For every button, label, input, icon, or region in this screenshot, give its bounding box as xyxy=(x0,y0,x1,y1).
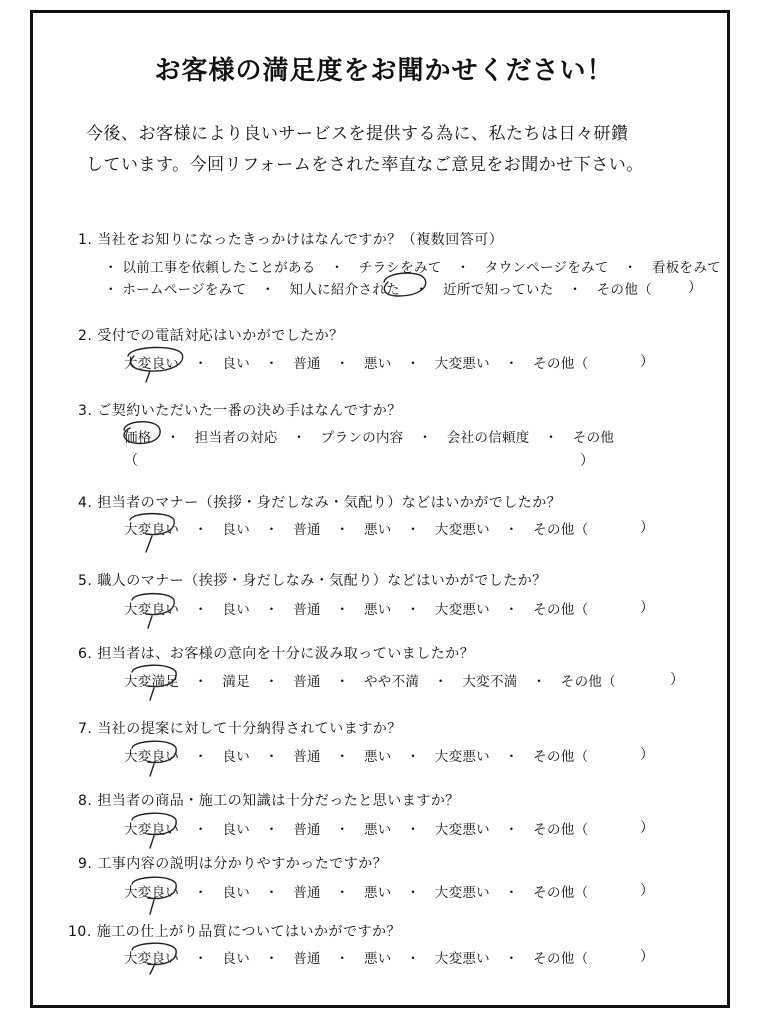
question-number: 4. xyxy=(78,495,93,511)
question-number: 2. xyxy=(78,328,93,344)
option-other[interactable]: その他（ xyxy=(533,885,589,901)
option-normal[interactable]: 普通 xyxy=(293,749,321,765)
option-neighborhood[interactable]: 近所で知っていた xyxy=(443,282,554,298)
question-number: 10. xyxy=(68,924,92,940)
option-good[interactable]: 良い xyxy=(222,602,250,618)
option-very-good[interactable]: 大変良い xyxy=(124,885,180,901)
option-very-dissatisfied[interactable]: 大変不満 xyxy=(462,674,518,690)
question-10-options: 大変良い ・ 良い ・ 普通 ・ 悪い ・ 大変悪い ・ その他（ xyxy=(124,951,589,967)
option-homepage[interactable]: ホームページをみて xyxy=(122,282,247,298)
option-town-page[interactable]: タウンページをみて xyxy=(484,260,609,276)
option-staff-response[interactable]: 担当者の対応 xyxy=(194,430,278,446)
option-good[interactable]: 良い xyxy=(222,822,250,838)
question-10 xyxy=(68,921,401,941)
question-number: 6. xyxy=(78,646,93,662)
question-text: 担当者のマナー（挨拶・身だしなみ・気配り）などはいかがでしたか？ xyxy=(97,495,562,511)
question-1-options-row-2: ・ ホームページをみて ・ 知人に紹介された ・ 近所で知っていた ・ その他（ xyxy=(104,282,652,298)
option-very-good[interactable]: 大変良い xyxy=(124,522,180,538)
close-paren: ） xyxy=(640,949,654,965)
close-paren: ） xyxy=(640,354,654,370)
question-text: 当社をお知りになったきっかけはなんですか？（複数回答可） xyxy=(97,232,504,248)
option-very-good[interactable]: 大変良い xyxy=(124,749,180,765)
option-other[interactable]: その他（ xyxy=(560,674,616,690)
option-good[interactable]: 良い xyxy=(222,951,250,967)
option-very-good[interactable]: 大変良い xyxy=(124,822,180,838)
option-normal[interactable]: 普通 xyxy=(293,674,321,690)
option-normal[interactable]: 普通 xyxy=(293,822,321,838)
question-2 xyxy=(78,325,344,345)
question-number: 9. xyxy=(78,856,93,872)
question-6-options: 大変満足 ・ 満足 ・ 普通 ・ やや不満 ・ 大変不満 ・ その他（ xyxy=(124,674,616,690)
option-slightly-dissatisfied[interactable]: やや不満 xyxy=(363,674,420,690)
option-very-bad[interactable]: 大変悪い xyxy=(434,885,490,901)
question-5-options: 大変良い ・ 良い ・ 普通 ・ 悪い ・ 大変悪い ・ その他（ xyxy=(124,602,589,618)
option-other[interactable]: その他（ xyxy=(533,522,589,538)
option-very-bad[interactable]: 大変悪い xyxy=(434,749,490,765)
option-other[interactable]: その他（ xyxy=(596,282,652,298)
option-normal[interactable]: 普通 xyxy=(293,885,321,901)
option-normal[interactable]: 普通 xyxy=(293,951,321,967)
question-text: 担当者の商品・施工の知識は十分だったと思いますか？ xyxy=(97,793,460,809)
option-signboard[interactable]: 看板をみて xyxy=(651,260,721,276)
option-very-bad[interactable]: 大変悪い xyxy=(434,522,490,538)
option-very-bad[interactable]: 大変悪い xyxy=(434,951,490,967)
option-very-good[interactable]: 大変良い xyxy=(124,951,180,967)
option-good[interactable]: 良い xyxy=(222,885,250,901)
question-text: 工事内容の説明は分かりやすかったですか？ xyxy=(97,856,388,872)
close-paren: ） xyxy=(640,520,654,536)
close-paren: ） xyxy=(640,747,654,763)
option-company-trust[interactable]: 会社の信頼度 xyxy=(446,430,530,446)
question-7 xyxy=(78,718,402,738)
question-8-options: 大変良い ・ 良い ・ 普通 ・ 悪い ・ 大変悪い ・ その他（ xyxy=(124,822,589,838)
question-8 xyxy=(78,790,460,810)
question-2-options: 大変良い ・ 良い ・ 普通 ・ 悪い ・ 大変悪い ・ その他（ xyxy=(124,356,589,372)
question-text: 職人のマナー（挨拶・身だしなみ・気配り）などはいかがでしたか？ xyxy=(97,573,547,589)
question-text: 当社の提案に対して十分納得されていますか？ xyxy=(97,721,402,737)
question-9-options: 大変良い ・ 良い ・ 普通 ・ 悪い ・ 大変悪い ・ その他（ xyxy=(124,885,589,901)
option-referral[interactable]: 知人に紹介された xyxy=(289,282,400,298)
option-bad[interactable]: 悪い xyxy=(363,522,392,538)
question-4-options: 大変良い ・ 良い ・ 普通 ・ 悪い ・ 大変悪い ・ その他（ xyxy=(124,522,589,538)
survey-title: お客様の満足度をお聞かせください！ xyxy=(154,56,614,86)
question-7-options: 大変良い ・ 良い ・ 普通 ・ 悪い ・ 大変悪い ・ その他（ xyxy=(124,749,589,765)
question-text: 受付での電話対応はいかがでしたか？ xyxy=(97,328,344,344)
intro-line-2: しています。今回リフォームをされた率直なご意見をお聞かせ下さい。 xyxy=(86,155,644,175)
question-5 xyxy=(78,570,547,590)
question-text: 施工の仕上がり品質についてはいかがですか？ xyxy=(96,924,401,940)
question-text: ご契約いただいた一番の決め手はなんですか？ xyxy=(97,403,402,419)
option-flyer[interactable]: チラシをみて xyxy=(358,260,442,276)
close-paren: ） xyxy=(580,453,594,469)
question-3 xyxy=(78,400,402,420)
option-bad[interactable]: 悪い xyxy=(363,885,392,901)
option-previous-work[interactable]: 以前工事を依頼したことがある xyxy=(122,260,316,276)
question-1-options-row-1: ・ 以前工事を依頼したことがある ・ チラシをみて ・ タウンページをみて ・ 看板をみて xyxy=(104,260,721,276)
close-paren: ） xyxy=(640,883,654,899)
option-very-bad[interactable]: 大変悪い xyxy=(434,602,490,618)
question-number: 5. xyxy=(78,573,93,589)
option-price[interactable]: 価格 xyxy=(124,430,152,446)
option-good[interactable]: 良い xyxy=(222,356,250,372)
option-very-good[interactable]: 大変良い xyxy=(124,602,180,618)
option-very-satisfied[interactable]: 大変満足 xyxy=(124,674,180,690)
close-paren: ） xyxy=(670,672,684,688)
question-number: 8. xyxy=(78,793,93,809)
option-bad[interactable]: 悪い xyxy=(363,951,392,967)
option-bad[interactable]: 悪い xyxy=(363,356,392,372)
question-number: 3. xyxy=(78,403,93,419)
option-good[interactable]: 良い xyxy=(222,522,250,538)
question-1 xyxy=(78,229,503,249)
option-bad[interactable]: 悪い xyxy=(363,602,392,618)
option-normal[interactable]: 普通 xyxy=(293,522,321,538)
option-other[interactable]: その他（ xyxy=(533,602,589,618)
close-paren: ） xyxy=(640,820,654,836)
open-paren: （ xyxy=(124,453,138,469)
question-text: 担当者は、お客様の意向を十分に汲み取っていましたか？ xyxy=(97,646,475,662)
option-other[interactable]: その他（ xyxy=(533,951,589,967)
question-4 xyxy=(78,492,561,512)
option-other[interactable]: その他（ xyxy=(533,822,589,838)
option-other[interactable]: その他 xyxy=(572,430,615,446)
option-good[interactable]: 良い xyxy=(222,749,250,765)
question-9 xyxy=(78,853,387,873)
option-other[interactable]: その他（ xyxy=(533,356,589,372)
option-other[interactable]: その他（ xyxy=(533,749,589,765)
option-plan-content[interactable]: プランの内容 xyxy=(320,430,404,446)
close-paren: ） xyxy=(640,600,654,616)
option-bad[interactable]: 悪い xyxy=(363,822,392,838)
option-normal[interactable]: 普通 xyxy=(293,356,321,372)
option-bad[interactable]: 悪い xyxy=(363,749,392,765)
question-number: 7. xyxy=(78,721,93,737)
option-normal[interactable]: 普通 xyxy=(293,602,321,618)
option-satisfied[interactable]: 満足 xyxy=(222,674,250,690)
question-6 xyxy=(78,643,474,663)
option-very-bad[interactable]: 大変悪い xyxy=(434,822,490,838)
question-3-options: 価格 ・ 担当者の対応 ・ プランの内容 ・ 会社の信頼度 ・ その他 xyxy=(124,430,615,446)
option-very-bad[interactable]: 大変悪い xyxy=(434,356,490,372)
close-paren: ） xyxy=(688,280,702,296)
intro-line-1: 今後、お客様により良いサービスを提供する為に、私たちは日々研鑽 xyxy=(86,124,629,144)
option-very-good[interactable]: 大変良い xyxy=(124,356,180,372)
question-number: 1. xyxy=(78,232,93,248)
